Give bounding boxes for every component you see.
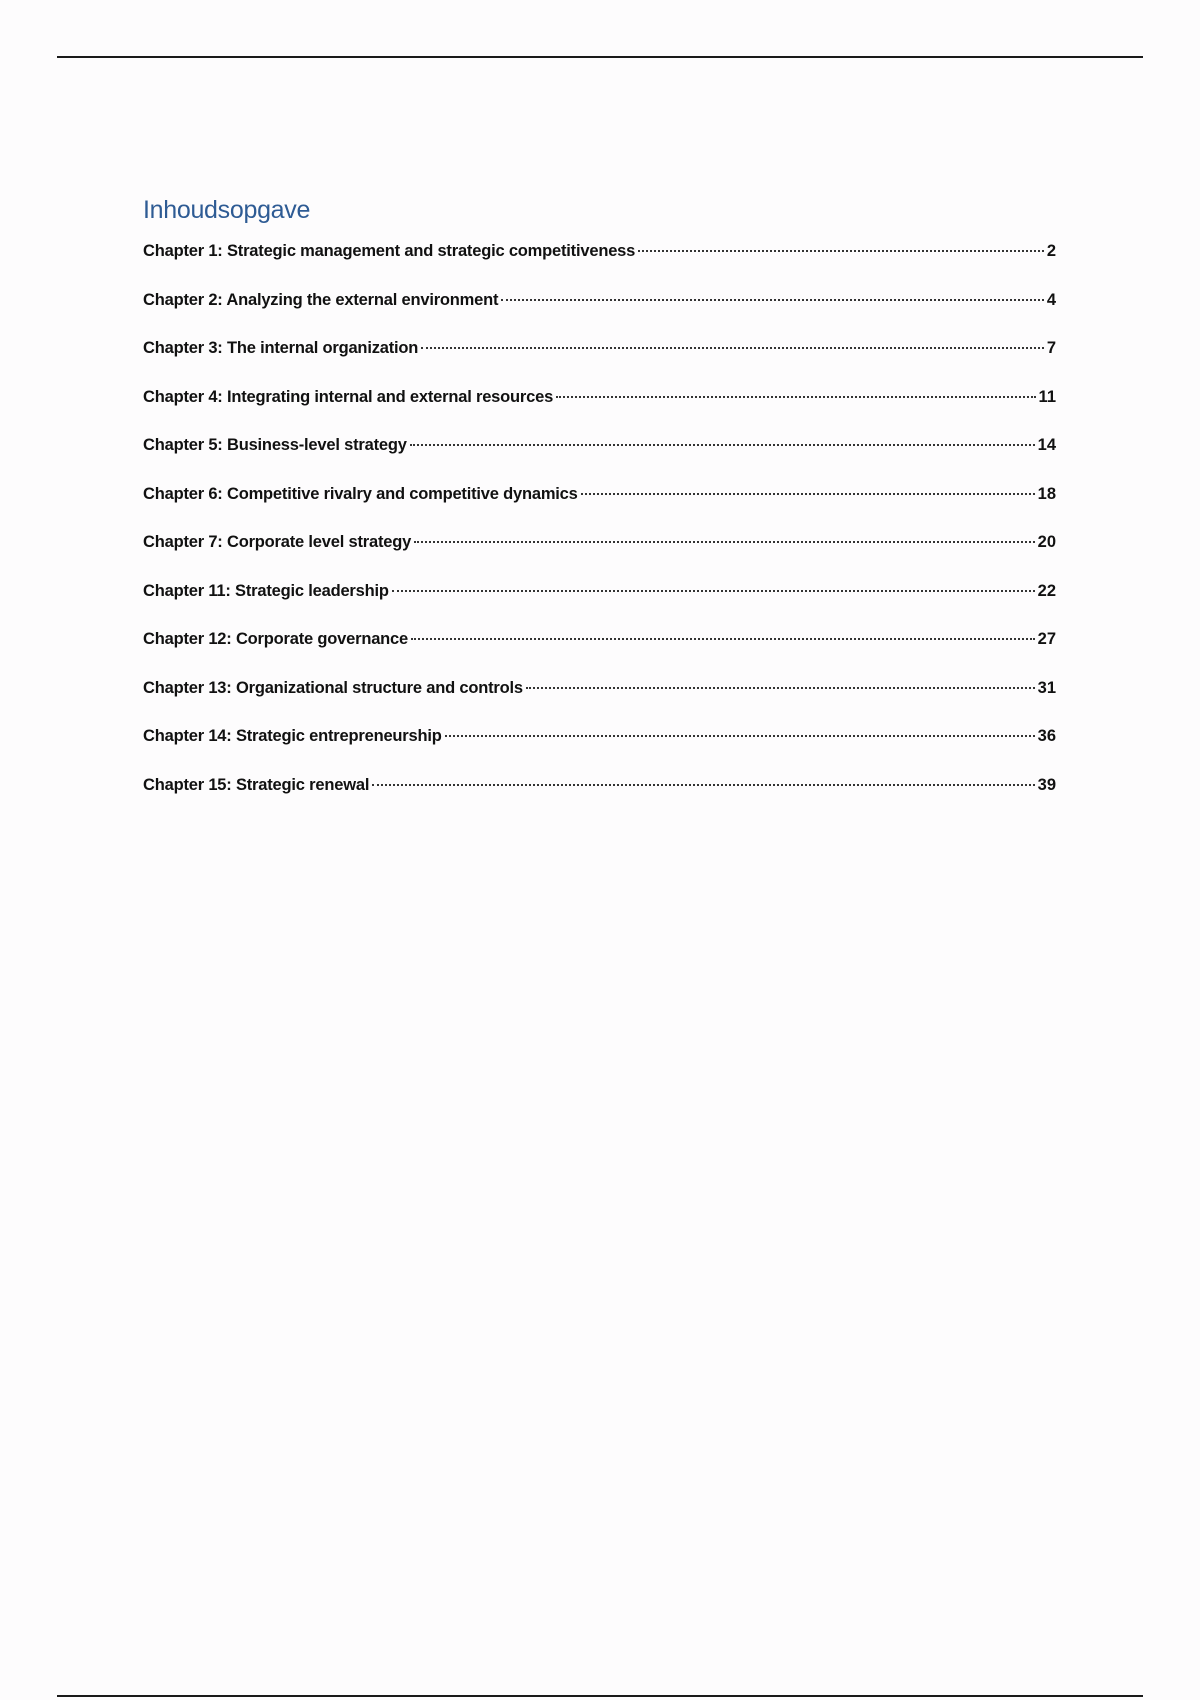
toc-dot-leader: [410, 444, 1035, 446]
toc-list: [143, 239, 1056, 821]
toc-entry-title: Chapter 7: Corporate level strategy: [143, 533, 412, 551]
footer-rule: [57, 1695, 1143, 1697]
toc-entry[interactable]: [143, 482, 1056, 531]
toc-entry-title: Chapter 15: Strategic renewal: [143, 775, 370, 794]
toc-entry-page: 31: [1037, 678, 1056, 697]
toc-entry-page: 27: [1037, 630, 1056, 648]
toc-dot-leader: [526, 687, 1035, 689]
toc-entry[interactable]: [143, 288, 1056, 337]
toc-dot-leader: [392, 590, 1035, 592]
toc-entry-page: 18: [1037, 484, 1056, 503]
toc-entry[interactable]: [143, 385, 1056, 434]
toc-dot-leader: [556, 396, 1035, 398]
toc-entry[interactable]: [143, 239, 1056, 288]
toc-entry-page: 2: [1046, 242, 1056, 260]
toc-entry[interactable]: [143, 773, 1056, 822]
toc-entry-title: Chapter 11: Strategic leadership: [143, 581, 389, 600]
toc-entry-page: 39: [1037, 775, 1056, 794]
toc-dot-leader: [372, 784, 1034, 786]
toc-heading: Inhoudsopgave: [143, 196, 311, 224]
toc-entry-page: 14: [1037, 436, 1056, 454]
toc-entry-title: Chapter 12: Corporate governance: [143, 630, 409, 648]
toc-entry[interactable]: [143, 627, 1056, 676]
toc-entry[interactable]: [143, 676, 1056, 725]
toc-entry-title: Chapter 3: The internal organization: [143, 339, 419, 357]
toc-entry-page: 11: [1038, 387, 1056, 406]
toc-entry-page: 36: [1037, 727, 1056, 745]
toc-entry-page: 7: [1046, 339, 1056, 357]
toc-dot-leader: [414, 541, 1035, 543]
toc-dot-leader: [421, 347, 1044, 349]
toc-dot-leader: [638, 250, 1044, 252]
toc-entry[interactable]: [143, 336, 1056, 385]
toc-dot-leader: [411, 638, 1035, 640]
toc-entry[interactable]: [143, 724, 1056, 773]
toc-entry[interactable]: [143, 433, 1056, 482]
toc-entry[interactable]: [143, 530, 1056, 579]
toc-entry-page: 4: [1046, 290, 1056, 309]
toc-entry-title: Chapter 6: Competitive rivalry and competitive dynamics: [143, 484, 578, 503]
toc-entry-page: 22: [1037, 581, 1056, 600]
toc-dot-leader: [445, 735, 1035, 737]
toc-entry-title: Chapter 2: Analyzing the external environment: [143, 290, 499, 309]
toc-entry-page: 20: [1037, 533, 1056, 551]
toc-entry[interactable]: [143, 579, 1056, 628]
toc-entry-title: Chapter 4: Integrating internal and external resources: [143, 387, 554, 406]
toc-entry-title: Chapter 14: Strategic entrepreneurship: [143, 727, 442, 745]
toc-entry-title: Chapter 13: Organizational structure and controls: [143, 678, 523, 697]
toc-dot-leader: [501, 299, 1044, 301]
header-rule: [57, 56, 1143, 58]
table-of-contents: [143, 190, 1056, 812]
toc-dot-leader: [581, 493, 1035, 495]
toc-entry-title: Chapter 5: Business-level strategy: [143, 436, 407, 454]
toc-entry-title: Chapter 1: Strategic management and strategic competitiveness: [143, 242, 636, 260]
